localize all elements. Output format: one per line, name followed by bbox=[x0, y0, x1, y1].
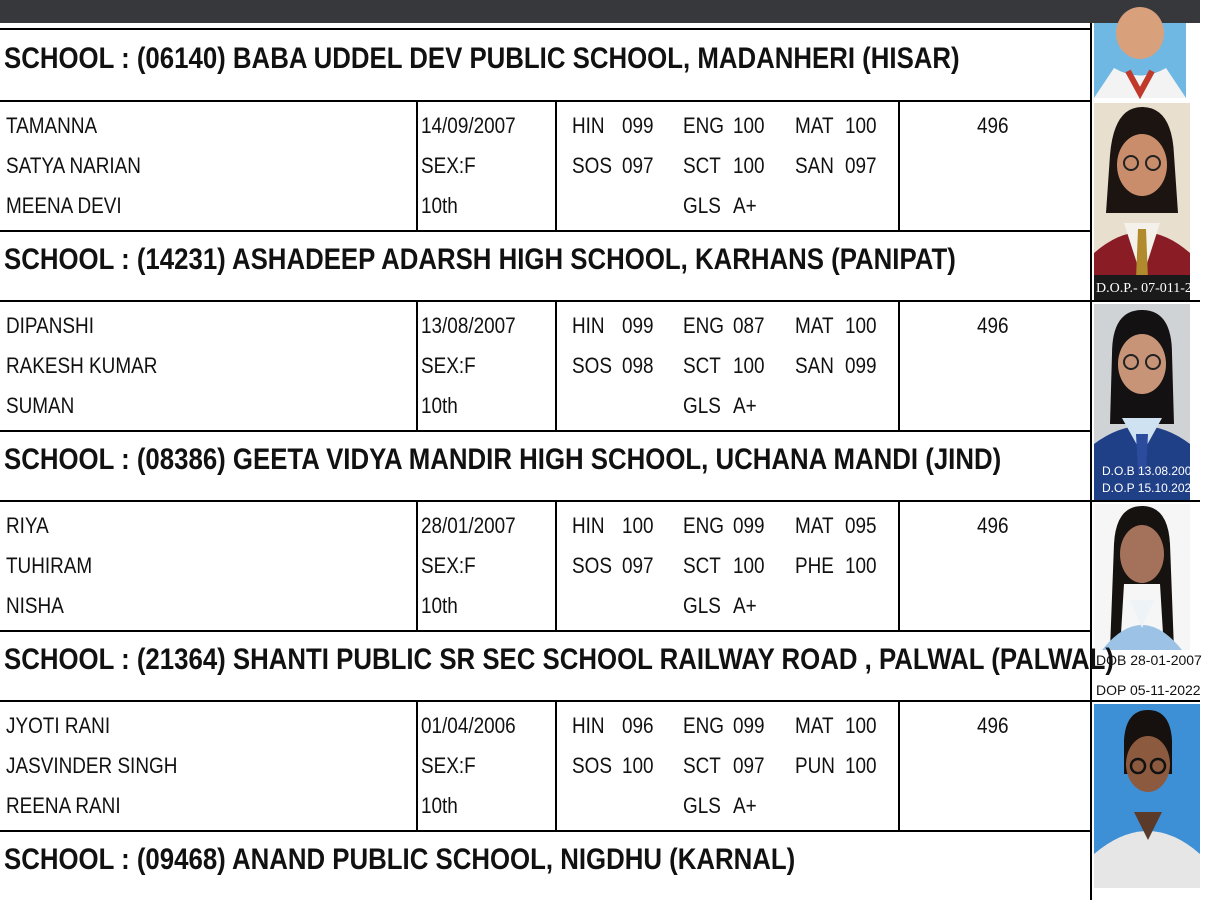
subject-code: ENG bbox=[683, 513, 725, 538]
mother-name: SUMAN bbox=[6, 393, 75, 418]
mother-name: REENA RANI bbox=[6, 793, 121, 818]
date-of-birth: 28/01/2007 bbox=[421, 513, 516, 538]
subject-code: SCT bbox=[683, 353, 721, 378]
student-name: TAMANNA bbox=[6, 113, 98, 138]
subject-marks: 099 bbox=[733, 513, 765, 538]
column-divider bbox=[555, 702, 557, 830]
divider bbox=[0, 630, 1092, 632]
column-divider bbox=[416, 102, 418, 230]
divider bbox=[0, 28, 1092, 30]
subject-code: MAT bbox=[795, 313, 834, 338]
subject-marks: 087 bbox=[733, 313, 765, 338]
subject-marks: 097 bbox=[622, 153, 654, 178]
subject-code: SCT bbox=[683, 553, 721, 578]
subject-marks: 100 bbox=[845, 713, 877, 738]
photo-caption: D.O.P 15.10.2022 bbox=[1102, 481, 1198, 495]
subject-code: PUN bbox=[795, 753, 835, 778]
photo-caption: D.O.P.- 07-011-2022 bbox=[1096, 281, 1213, 296]
grade-label: GLS bbox=[683, 393, 721, 418]
subject-marks: 099 bbox=[622, 113, 654, 138]
column-divider bbox=[416, 302, 418, 430]
subject-code: ENG bbox=[683, 113, 725, 138]
photo-caption: D.O.B 13.08.2007 bbox=[1102, 464, 1199, 478]
divider bbox=[0, 100, 1092, 102]
class: 10th bbox=[421, 593, 458, 618]
column-divider bbox=[898, 302, 900, 430]
subject-marks: 100 bbox=[845, 553, 877, 578]
viewer-toolbar bbox=[0, 0, 1200, 23]
grade-label: GLS bbox=[683, 593, 721, 618]
total-marks: 496 bbox=[977, 713, 1009, 738]
mother-name: MEENA DEVI bbox=[6, 193, 122, 218]
school-heading-5: SCHOOL : (09468) ANAND PUBLIC SCHOOL, NIGDHU (KARNAL) bbox=[4, 843, 796, 876]
subject-marks: 097 bbox=[845, 153, 877, 178]
father-name: SATYA NARIAN bbox=[6, 153, 141, 178]
date-of-birth: 14/09/2007 bbox=[421, 113, 516, 138]
divider bbox=[0, 230, 1092, 232]
subject-marks: 100 bbox=[845, 753, 877, 778]
subject-code: SAN bbox=[795, 353, 834, 378]
column-divider bbox=[555, 302, 557, 430]
student-name: JYOTI RANI bbox=[6, 713, 111, 738]
total-marks: 496 bbox=[977, 113, 1009, 138]
column-divider bbox=[898, 102, 900, 230]
grade-value: A+ bbox=[733, 593, 757, 618]
subject-marks: 099 bbox=[845, 353, 877, 378]
sex: SEX:F bbox=[421, 553, 476, 578]
subject-code: SOS bbox=[572, 353, 612, 378]
subject-code: MAT bbox=[795, 713, 834, 738]
subject-code: PHE bbox=[795, 553, 834, 578]
student-photo bbox=[1094, 304, 1199, 500]
subject-code: MAT bbox=[795, 513, 834, 538]
school-heading-4: SCHOOL : (21364) SHANTI PUBLIC SR SEC SCHOOL RAILWAY ROAD , PALWAL (PALWAL) bbox=[4, 643, 1115, 676]
photo-caption: DOP 05-11-2022 bbox=[1096, 682, 1201, 698]
class: 10th bbox=[421, 193, 458, 218]
father-name: JASVINDER SINGH bbox=[6, 753, 178, 778]
subject-code: ENG bbox=[683, 713, 725, 738]
grade-value: A+ bbox=[733, 393, 757, 418]
divider bbox=[0, 830, 1092, 832]
column-divider bbox=[555, 502, 557, 630]
subject-code: HIN bbox=[572, 713, 605, 738]
divider bbox=[0, 430, 1092, 432]
subject-marks: 100 bbox=[733, 353, 765, 378]
subject-code: HIN bbox=[572, 513, 605, 538]
grade-label: GLS bbox=[683, 193, 721, 218]
student-photo bbox=[1094, 704, 1200, 888]
student-photo bbox=[1094, 103, 1213, 300]
total-marks: 496 bbox=[977, 513, 1009, 538]
subject-code: MAT bbox=[795, 113, 834, 138]
sex: SEX:F bbox=[421, 153, 476, 178]
student-name: RIYA bbox=[6, 513, 49, 538]
grade-value: A+ bbox=[733, 193, 757, 218]
subject-code: SCT bbox=[683, 153, 721, 178]
subject-marks: 095 bbox=[845, 513, 877, 538]
subject-code: HIN bbox=[572, 113, 605, 138]
subject-marks: 099 bbox=[733, 713, 765, 738]
class: 10th bbox=[421, 793, 458, 818]
mother-name: NISHA bbox=[6, 593, 64, 618]
column-divider bbox=[898, 502, 900, 630]
right-border bbox=[1090, 23, 1092, 900]
column-divider bbox=[416, 702, 418, 830]
subject-marks: 097 bbox=[733, 753, 765, 778]
class: 10th bbox=[421, 393, 458, 418]
student-photo-previous bbox=[1094, 23, 1186, 98]
sex: SEX:F bbox=[421, 753, 476, 778]
subject-marks: 099 bbox=[622, 313, 654, 338]
divider bbox=[0, 500, 1200, 502]
column-divider bbox=[898, 702, 900, 830]
subject-marks: 098 bbox=[622, 353, 654, 378]
photo-caption: DOB 28-01-2007 bbox=[1096, 652, 1202, 668]
student-photo bbox=[1094, 504, 1190, 650]
subject-marks: 100 bbox=[733, 153, 765, 178]
result-document bbox=[0, 23, 1213, 900]
subject-marks: 100 bbox=[733, 113, 765, 138]
school-heading-2: SCHOOL : (14231) ASHADEEP ADARSH HIGH SCHOOL, KARHANS (PANIPAT) bbox=[4, 243, 956, 276]
subject-code: ENG bbox=[683, 313, 725, 338]
grade-label: GLS bbox=[683, 793, 721, 818]
subject-marks: 100 bbox=[845, 113, 877, 138]
total-marks: 496 bbox=[977, 313, 1009, 338]
subject-marks: 096 bbox=[622, 713, 654, 738]
subject-code: SOS bbox=[572, 153, 612, 178]
divider bbox=[0, 700, 1200, 702]
father-name: TUHIRAM bbox=[6, 553, 93, 578]
subject-marks: 100 bbox=[845, 313, 877, 338]
divider bbox=[0, 300, 1200, 302]
student-name: DIPANSHI bbox=[6, 313, 94, 338]
date-of-birth: 01/04/2006 bbox=[421, 713, 516, 738]
subject-marks: 100 bbox=[622, 753, 654, 778]
school-heading-3: SCHOOL : (08386) GEETA VIDYA MANDIR HIGH SCHOOL, UCHANA MANDI (JIND) bbox=[4, 443, 1002, 476]
sex: SEX:F bbox=[421, 353, 476, 378]
subject-code: SOS bbox=[572, 753, 612, 778]
school-heading-1: SCHOOL : (06140) BABA UDDEL DEV PUBLIC SCHOOL, MADANHERI (HISAR) bbox=[4, 42, 960, 75]
column-divider bbox=[416, 502, 418, 630]
date-of-birth: 13/08/2007 bbox=[421, 313, 516, 338]
subject-marks: 097 bbox=[622, 553, 654, 578]
subject-code: SAN bbox=[795, 153, 834, 178]
father-name: RAKESH KUMAR bbox=[6, 353, 158, 378]
subject-code: SOS bbox=[572, 553, 612, 578]
subject-marks: 100 bbox=[622, 513, 654, 538]
grade-value: A+ bbox=[733, 793, 757, 818]
subject-code: SCT bbox=[683, 753, 721, 778]
subject-marks: 100 bbox=[733, 553, 765, 578]
column-divider bbox=[555, 102, 557, 230]
subject-code: HIN bbox=[572, 313, 605, 338]
